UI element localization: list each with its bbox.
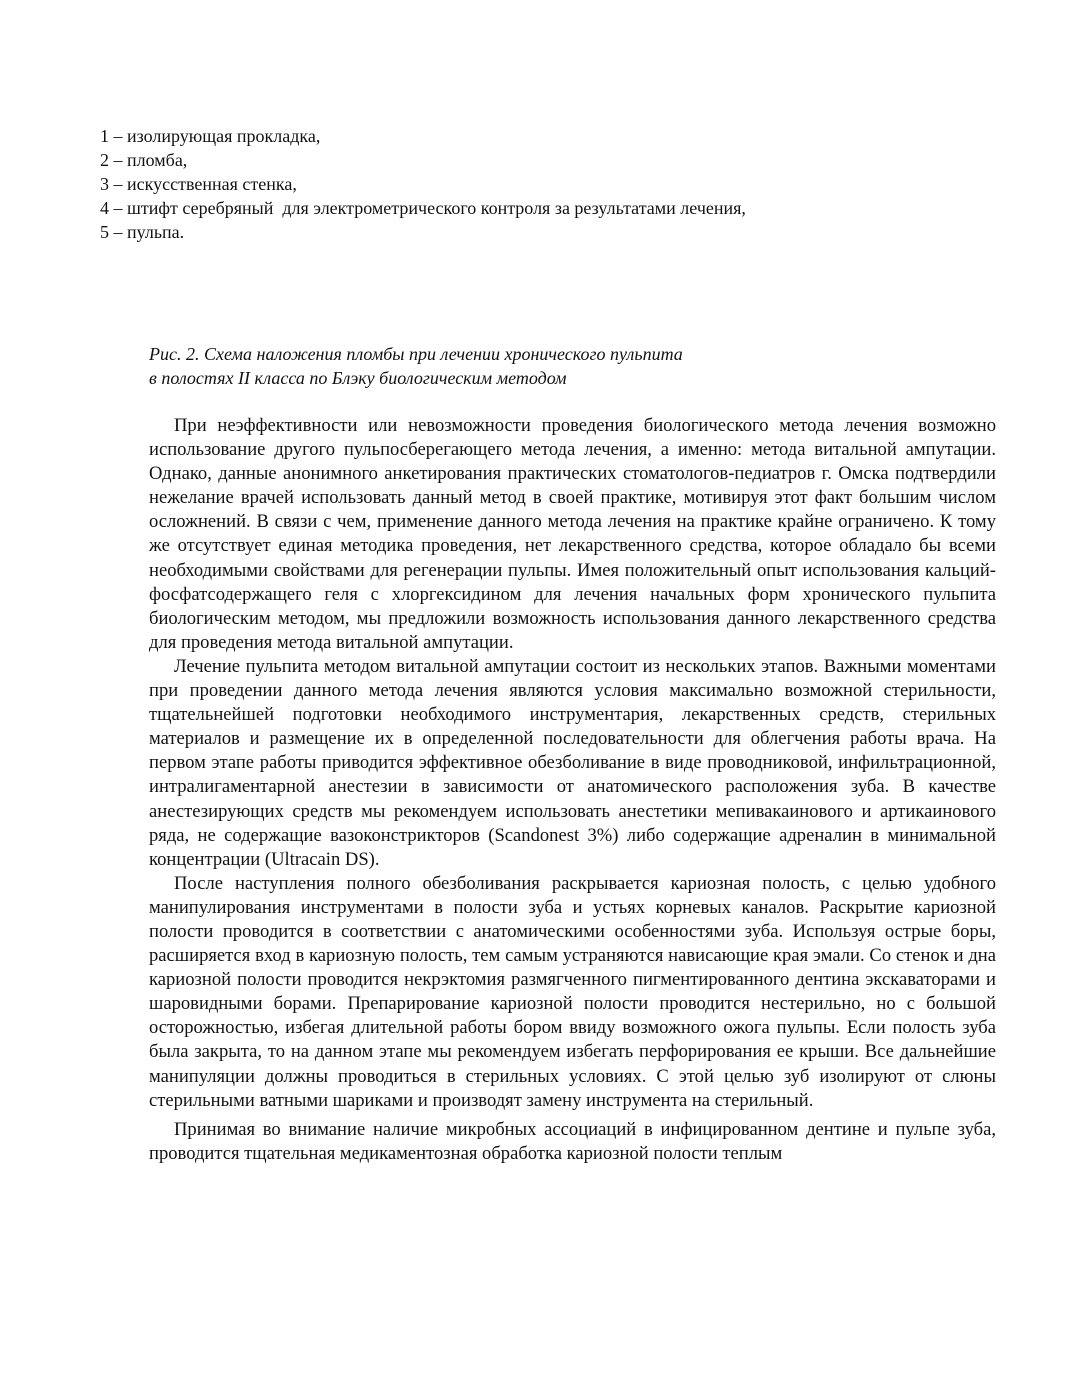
paragraph: Принимая во внимание наличие микробных ассоциаций в инфицированном дентине и пульпе зуба, проводится тщательная медикаментозная обработка кариозной полости теплым xyxy=(149,1118,996,1164)
legend-item: 3 – искусственная стенка, xyxy=(100,174,297,194)
paragraph: При неэффективности или невозможности проведения биологического метода лечения возможно использование другого пульпосберегающего метода лечения, а именно: метода витальной ампутации. Однако, данные анонимного анкетирования практических стоматологов-педиатров г. Омска подтвердили нежелание врачей использовать данный метод в своей практике, мотивируя этот факт большим числом осложнений. В связи с чем, применение данного метода лечения на практике крайне ограничено. К тому же отсутствует единая методика проведения, нет лекарственного средства, которое обладало бы всеми необходимыми свойствами для регенерации пульпы. Имея положительный опыт использования кальций-фосфатсодержащего геля с хлоргексидином для лечения начальных форм хронического пульпита биологическим методом, мы предложили возможность использования данного лекарственного средства для проведения метода витальной ампутации. xyxy=(149,415,996,653)
legend-item: 2 – пломба, xyxy=(100,150,188,170)
figure-caption xyxy=(149,342,1009,390)
figure-caption-line: в полостях II класса по Блэку биологическим методом xyxy=(149,368,567,388)
paragraph: Лечение пульпита методом витальной ампутации состоит из нескольких этапов. Важными моментами при проведении данного метода лечения являются условия максимально возможной стерильности, тщательнейшей подготовки необходимого инструментария, лекарственных средств, стерильных материалов и размещение их в определенной последовательности для облегчения работы врача. На первом этапе работы приводится эффективное обезболивание в виде проводниковой, инфильтрационной, интралигаментарной анестезии в зависимости от анатомического расположения зуба. В качестве анестезирующих средств мы рекомендуем использовать анестетики мепивакаинового и артикаинового ряда, не содержащие вазоконстрикторов (Scandonest 3%) либо содержащие адреналин в минимальной концентрации (Ultracain DS). xyxy=(149,655,996,870)
figure-legend xyxy=(100,124,1000,244)
figure-caption-line: Рис. 2. Схема наложения пломбы при лечении хронического пульпита xyxy=(149,344,683,364)
paragraph: После наступления полного обезболивания раскрывается кариозная полость, с целью удобного манипулирования инструментами в полости зуба и устьях корневых каналов. Раскрытие кариозной полости проводится в соответствии с анатомическими особенностями зуба. Используя острые боры, расширяется вход в кариозную полость, тем самым устраняются нависающие края эмали. Со стенок и дна кариозной полости проводится некрэктомия размягченного пигментированного дентина экскаваторами и шаровидными борами. Препарирование кариозной полости проводится нестерильно, но с большой осторожностью, избегая длительной работы бором ввиду возможного ожога пульпы. Если полость зуба была закрыта, то на данном этапе мы рекомендуем избегать перфорирования ее крыши. Все дальнейшие манипуляции должны проводиться в стерильных условиях. С этой целью зуб изолируют от слюны стерильными ватными шариками и производят замену инструмента на стерильный. xyxy=(149,872,996,1111)
legend-item: 4 – штифт серебряный для электрометрического контроля за результатами лечения, xyxy=(100,198,746,218)
legend-item: 5 – пульпа. xyxy=(100,222,185,242)
legend-item: 1 – изолирующая прокладка, xyxy=(100,126,321,146)
body-text xyxy=(149,414,996,1166)
